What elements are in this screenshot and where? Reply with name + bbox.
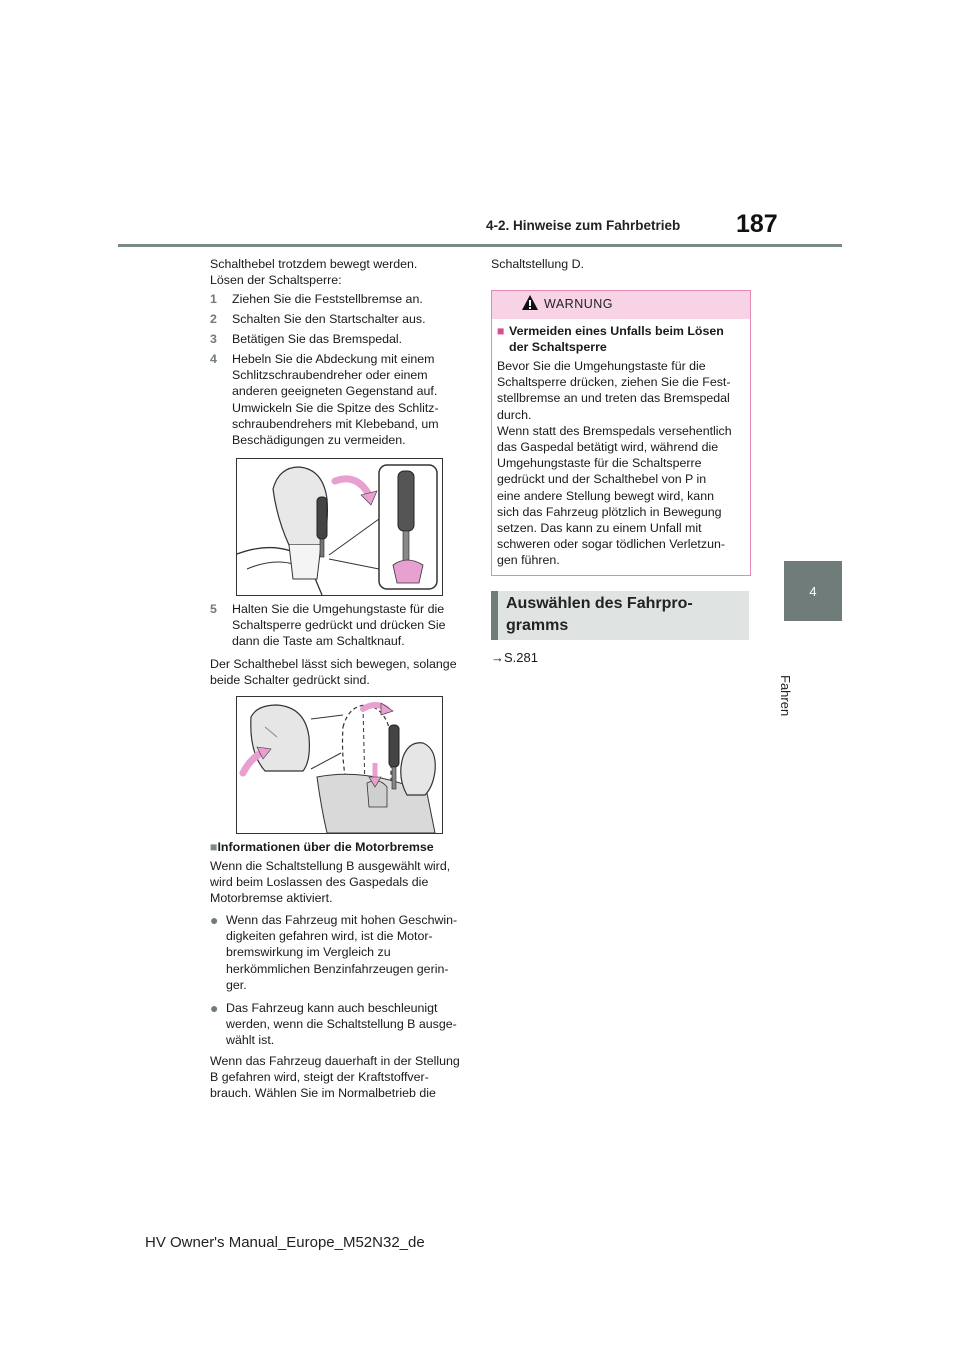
warning-triangle-icon <box>521 294 539 312</box>
intro-text: Schalthebel trotzdem bewegt werden. Lösen der Schaltsperre: <box>210 257 418 288</box>
warning-body: Bevor Sie die Umgehungstaste für die Schaltsperre drücken, ziehen Sie die Fest- stellbremse an und treten das Bremspedal durch. Wenn statt des Bremspedals versehentlich das Gaspedal betätigt wird, während die Umgehungstaste für die Schaltsperre gedrückt und der Schalthebel von P in eine andere Stellung bewegt wird, kann sich das Fahrzeug plötzlich in Bewegung setzen. Das kann zu einem Unfall mit schweren oder sogar tödlichen Verletzun- gen führen. <box>497 359 732 568</box>
section-heading: Auswählen des Fahrpro- gramms <box>506 595 693 634</box>
engine-brake-paragraph: Wenn die Schaltstellung B ausgewählt wird, wird beim Loslassen des Gaspedals die Motorbremse aktiviert. <box>210 859 451 906</box>
step-number: 2 <box>210 312 217 326</box>
circle-bullet-icon: ● <box>210 1000 219 1016</box>
step-number: 1 <box>210 292 217 306</box>
chapter-tab[interactable] <box>784 561 842 621</box>
page-number: 187 <box>736 210 778 238</box>
section-heading-accent <box>491 591 498 640</box>
after-step5-text: Der Schalthebel lässt sich bewegen, solange beide Schalter gedrückt sind. <box>210 657 457 688</box>
page-reference-link[interactable]: →S.281 <box>491 650 538 665</box>
footer-manual-id: HV Owner's Manual_Europe_M52N32_de <box>145 1234 425 1251</box>
step-number: 5 <box>210 602 217 616</box>
chapter-number: 4 <box>809 583 817 599</box>
circle-bullet-icon: ● <box>210 912 219 928</box>
header-divider <box>118 244 842 247</box>
illustration-lever-screwdriver <box>237 459 442 595</box>
square-bullet-icon: ■ <box>497 324 505 338</box>
engine-brake-heading: ■Informationen über die Motorbremse <box>210 840 434 854</box>
illustration-bypass-button <box>237 697 442 833</box>
figure-cover-removal <box>236 458 443 596</box>
figure-shift-release <box>236 696 443 834</box>
step-number: 4 <box>210 352 217 366</box>
chapter-label: Fahren <box>778 675 793 717</box>
section-title: 4-2. Hinweise zum Fahrbetrieb <box>486 218 681 233</box>
continuation-text: Schaltstellung D. <box>491 257 584 271</box>
warning-heading: ■ Vermeiden eines Unfalls beim Lösen der Schaltsperre <box>497 324 724 355</box>
warning-title: WARNUNG <box>544 297 614 311</box>
square-bullet-icon: ■ <box>210 840 218 854</box>
step-number: 3 <box>210 332 217 346</box>
engine-brake-closing: Wenn das Fahrzeug dauerhaft in der Stellung B gefahren wird, steigt der Kraftstoffver- brauch. Wählen Sie im Normalbetrieb die <box>210 1054 460 1101</box>
